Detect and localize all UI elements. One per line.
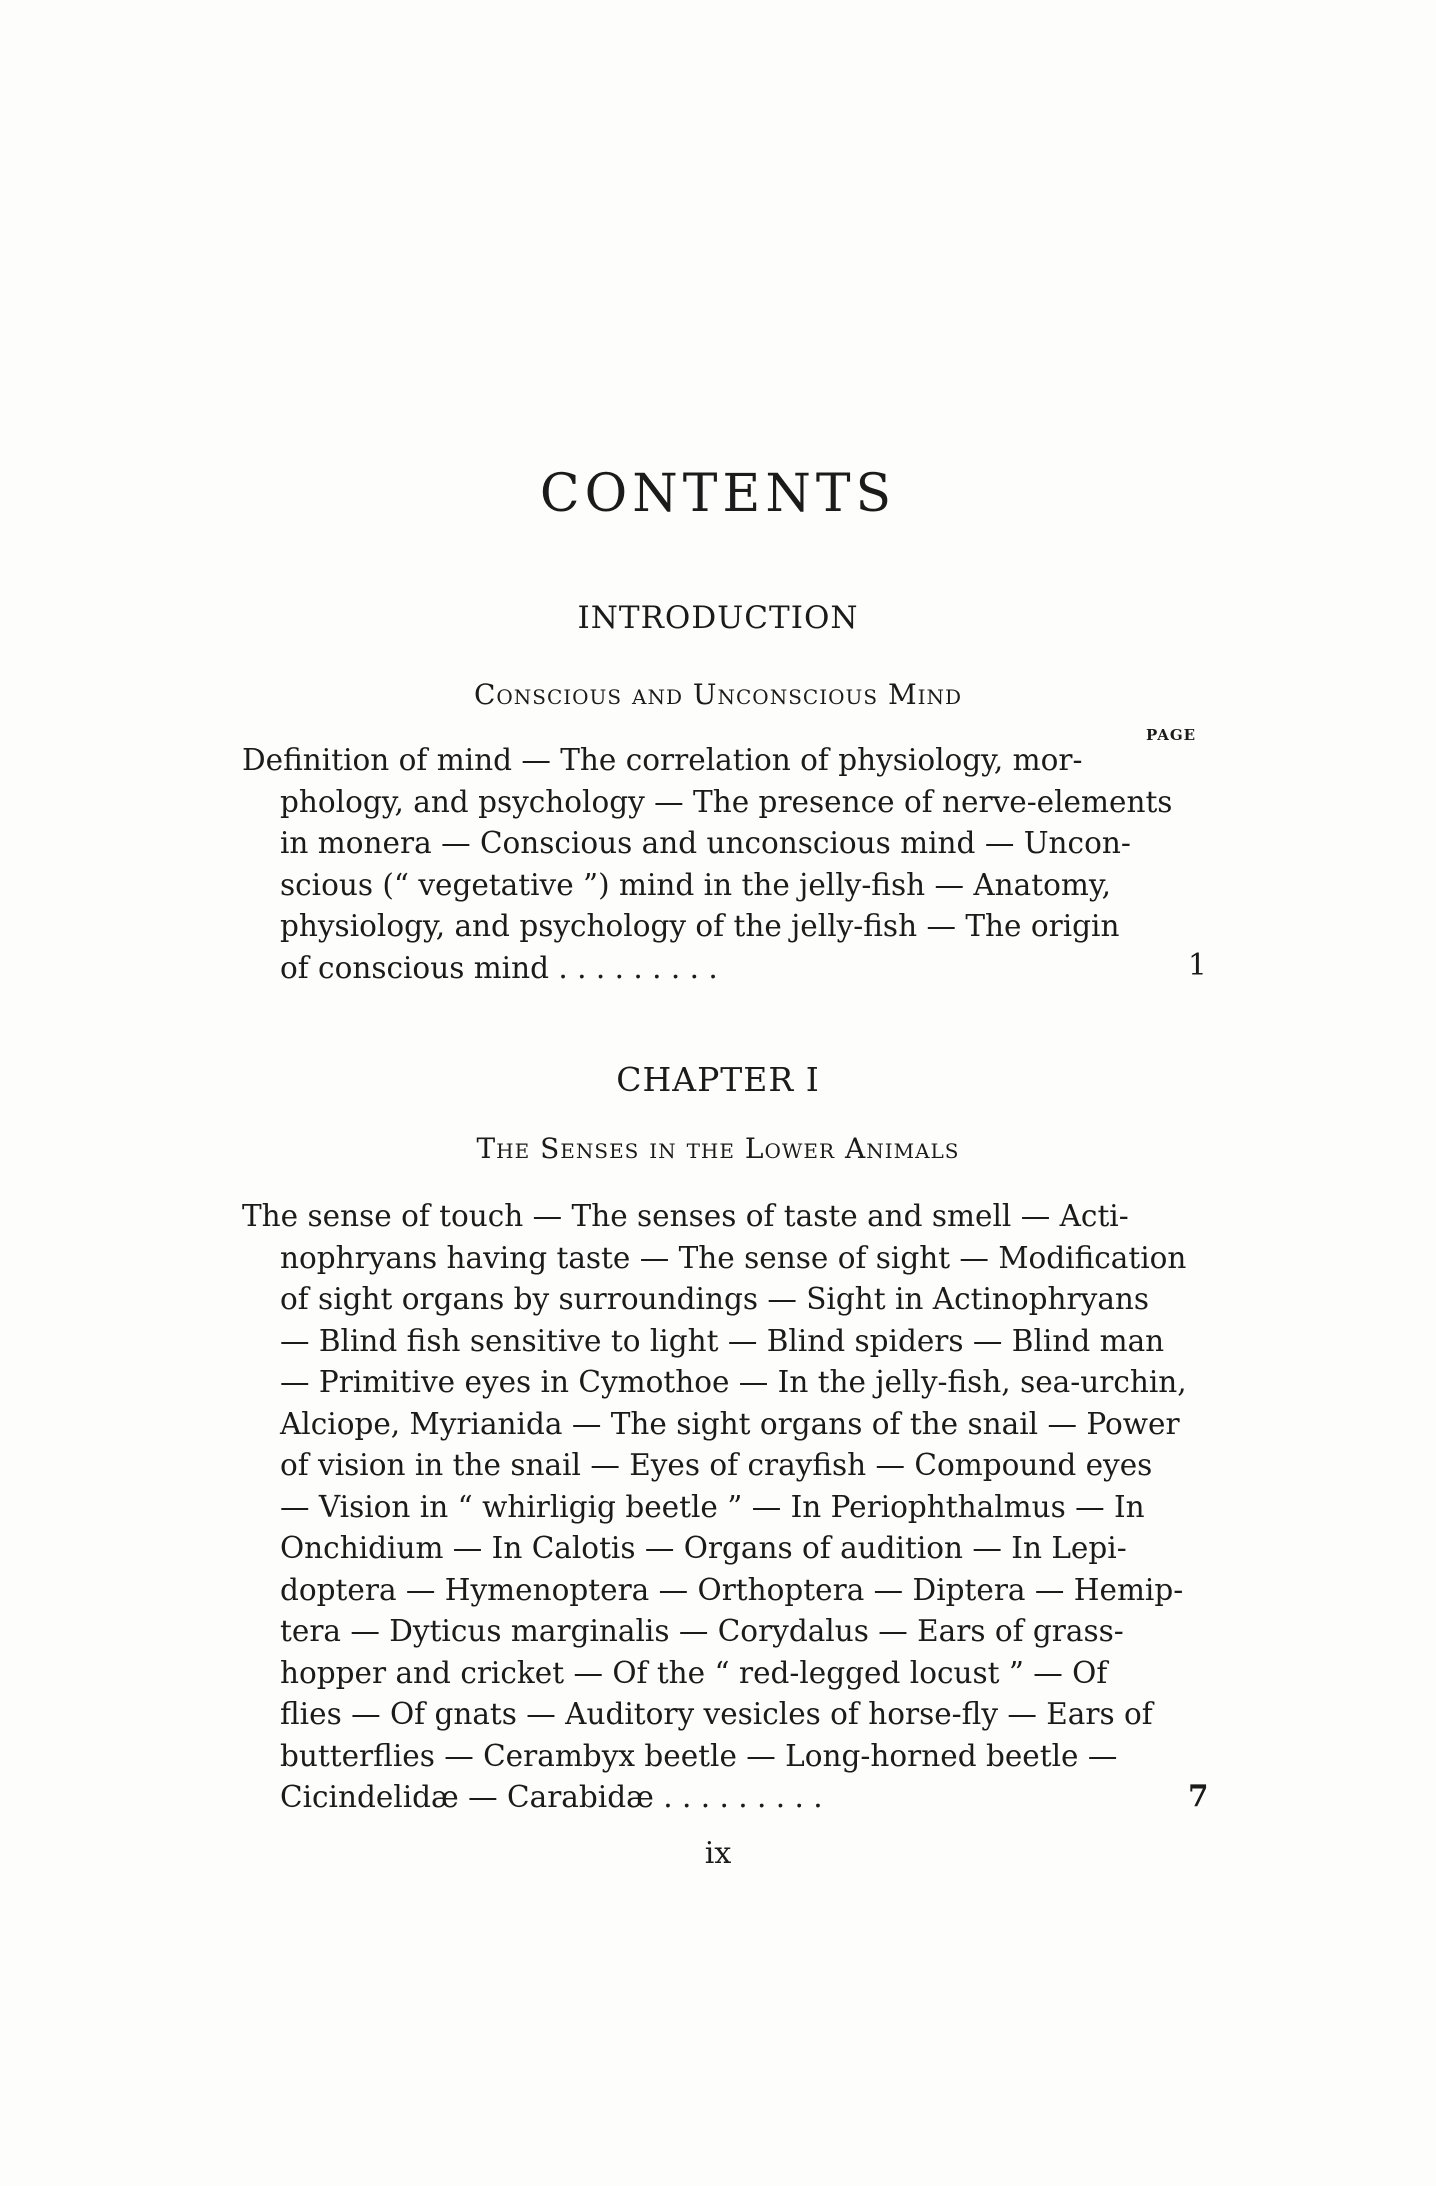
entry-line: scious (“ vegetative ”) mind in the jelly-fish — Anatomy, (280, 867, 1111, 902)
entry-line: flies — Of gnats — Auditory vesicles of horse-fly — Ears of (280, 1697, 1153, 1731)
entry-line: in monera — Conscious and unconscious mind — Uncon- (280, 826, 1131, 860)
chapter-1-heading: CHAPTER I (616, 1060, 820, 1099)
entry-line: Definition of mind — The correlation of physiology, mor- (242, 743, 1083, 777)
page-column-label: PAGE (1146, 726, 1197, 744)
chapter-1-page-number: 7 (1188, 1778, 1209, 1813)
entry-line: Cicindelidæ — Carabidæ . . . . . . . . . (280, 1780, 823, 1814)
introduction-subheading: Conscious and Unconscious Mind (473, 678, 963, 711)
entry-line: The sense of touch — The senses of taste and smell — Acti- (242, 1199, 1129, 1233)
entry-line: of sight organs by surroundings — Sight in Actinophryans (280, 1282, 1150, 1316)
entry-line: phology, and psychology — The presence of nerve-elements (280, 784, 1173, 819)
entry-line: Onchidium — In Calotis — Organs of audition — In Lepi- (280, 1531, 1127, 1565)
entry-line: — Primitive eyes in Cymothoe — In the jelly-fish, sea-urchin, (280, 1365, 1187, 1399)
introduction-entry (242, 740, 1173, 989)
introduction-heading: INTRODUCTION (577, 600, 859, 636)
page-title: CONTENTS (539, 464, 897, 524)
entry-line: Alciope, Myrianida — The sight organs of the snail — Power (280, 1406, 1180, 1441)
introduction-page-number: 1 (1188, 948, 1207, 982)
chapter-1-subheading: The Senses in the Lower Animals (476, 1132, 960, 1165)
entry-line: of conscious mind . . . . . . . . . (280, 950, 718, 985)
entry-line: butterflies — Cerambyx beetle — Long-horned beetle — (280, 1738, 1118, 1773)
folio: ix (704, 1836, 732, 1871)
entry-line: hopper and cricket — Of the “ red-legged locust ” — Of (280, 1655, 1108, 1690)
entry-line: nophryans having taste — The sense of sight — Modification (280, 1240, 1187, 1275)
chapter-1-entry (242, 1196, 1187, 1819)
entry-line: — Blind fish sensitive to light — Blind spiders — Blind man (280, 1323, 1165, 1358)
entry-line: doptera — Hymenoptera — Orthoptera — Diptera — Hemip- (280, 1572, 1184, 1607)
entry-line: — Vision in “ whirligig beetle ” — In Periophthalmus — In (280, 1489, 1145, 1524)
entry-line: physiology, and psychology of the jelly-fish — The origin (280, 909, 1120, 943)
entry-line: tera — Dyticus marginalis — Corydalus — Ears of grass- (280, 1614, 1124, 1648)
entry-line: of vision in the snail — Eyes of crayfish — Compound eyes (280, 1448, 1153, 1482)
